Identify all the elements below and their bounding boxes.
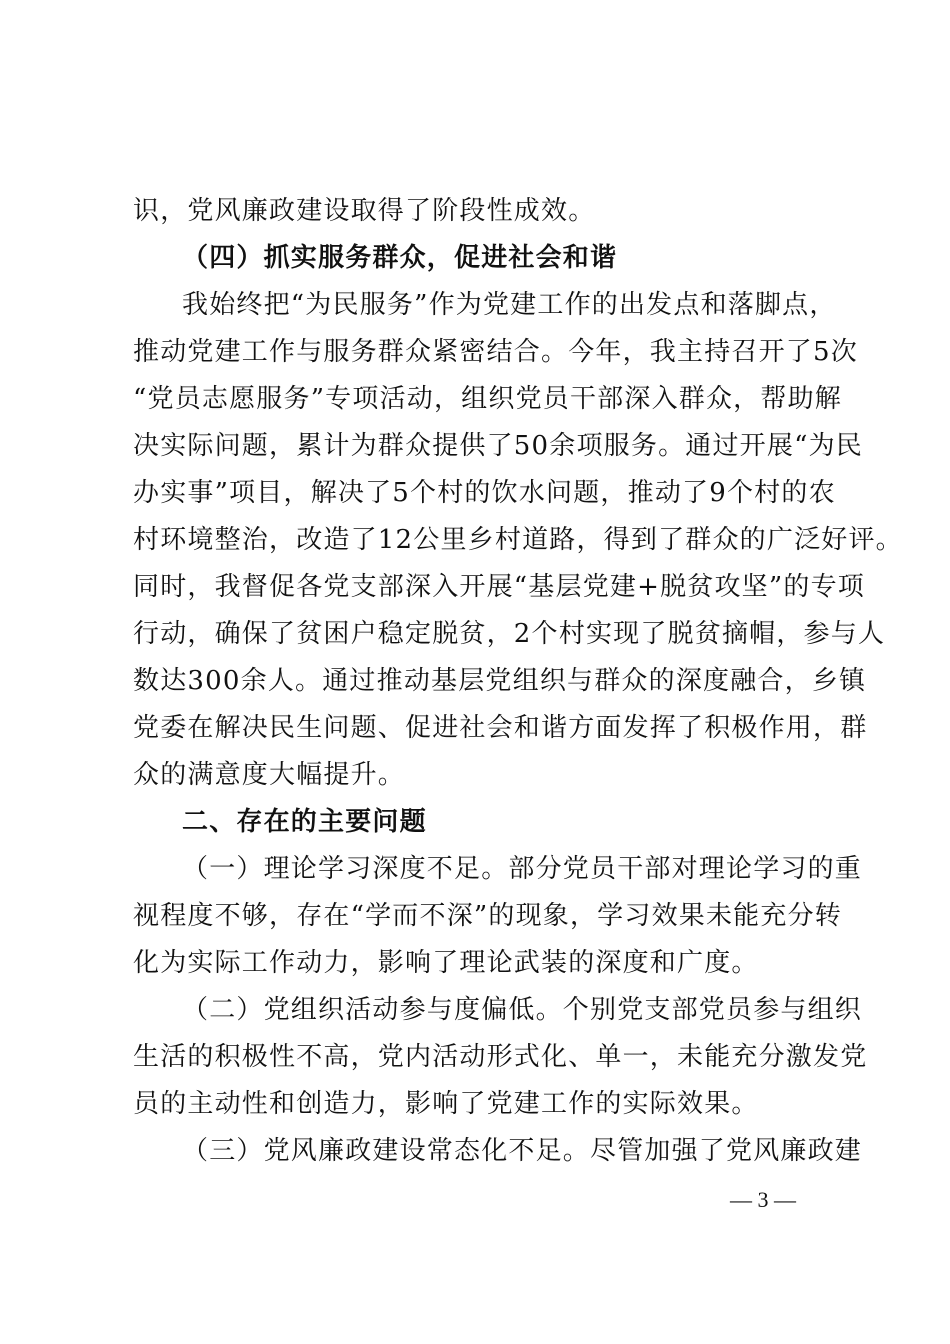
body-text-line: 数达300余人。通过推动基层党组织与群众的深度融合，乡镇 xyxy=(133,666,867,696)
body-text-line: 视程度不够，存在“学而不深”的现象，学习效果未能充分转 xyxy=(133,901,842,931)
page-number: — 3 — xyxy=(730,1187,796,1212)
body-text-line: 识，党风廉政建设取得了阶段性成效。 xyxy=(133,196,596,226)
body-text-line: 行动，确保了贫困户稳定脱贫，2个村实现了脱贫摘帽，参与人 xyxy=(133,619,886,649)
body-text-line: 众的满意度大幅提升。 xyxy=(133,760,406,790)
body-text-line: 村环境整治，改造了12公里乡村道路，得到了群众的广泛好评。 xyxy=(133,525,903,555)
chapter-heading: 二、存在的主要问题 xyxy=(182,807,427,837)
body-text-line: 党委在解决民生问题、促进社会和谐方面发挥了积极作用，群 xyxy=(133,713,868,743)
body-text-line: （一）理论学习深度不足。部分党员干部对理论学习的重 xyxy=(182,854,863,884)
body-text-line: （二）党组织活动参与度偏低。个别党支部党员参与组织 xyxy=(182,995,863,1025)
body-text-line: 生活的积极性不高，党内活动形式化、单一，未能充分激发党 xyxy=(133,1042,868,1072)
body-text-line: 办实事”项目，解决了5个村的饮水问题，推动了9个村的农 xyxy=(133,478,836,508)
body-text-line: 同时，我督促各党支部深入开展“基层党建+脱贫攻坚”的专项 xyxy=(133,572,865,602)
body-text-line: 我始终把“为民服务”作为党建工作的出发点和落脚点， xyxy=(182,290,837,320)
body-text-line: 决实际问题，累计为群众提供了50余项服务。通过开展“为民 xyxy=(133,431,863,461)
body-text-line: 化为实际工作动力，影响了理论武装的深度和广度。 xyxy=(133,948,759,978)
body-text-line: （三）党风廉政建设常态化不足。尽管加强了党风廉政建 xyxy=(182,1136,863,1166)
body-text-line: 员的主动性和创造力，影响了党建工作的实际效果。 xyxy=(133,1089,759,1119)
body-text-line: “党员志愿服务”专项活动，组织党员干部深入群众，帮助解 xyxy=(133,384,842,414)
section-heading: （四）抓实服务群众，促进社会和谐 xyxy=(182,243,618,273)
body-text-line: 推动党建工作与服务群众紧密结合。今年，我主持召开了5次 xyxy=(133,337,858,367)
